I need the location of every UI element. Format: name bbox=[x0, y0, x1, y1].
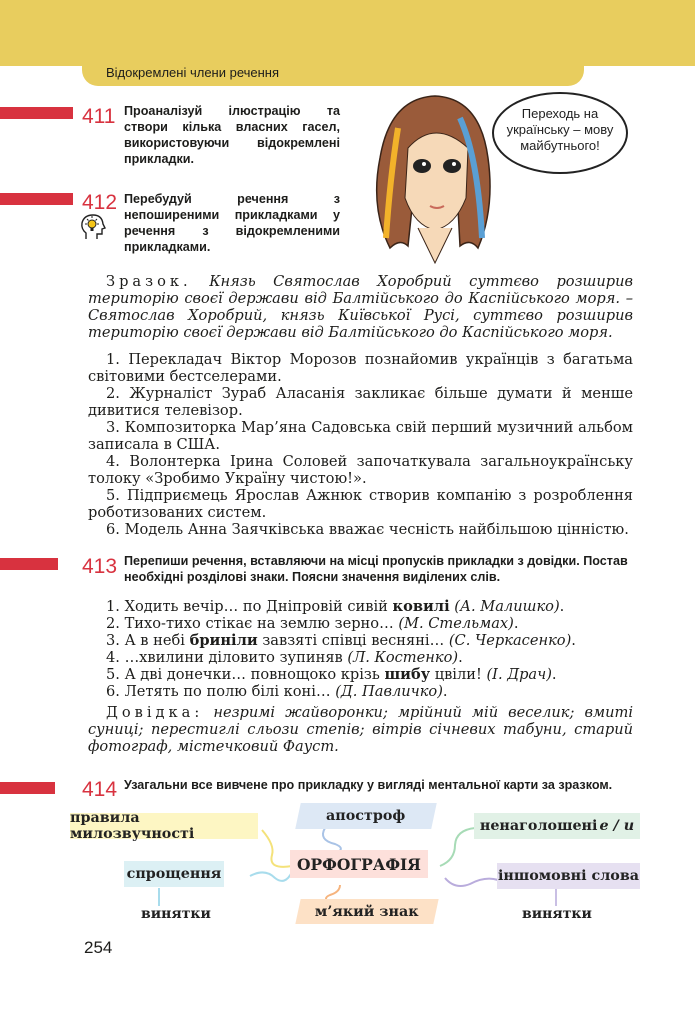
exercise-413-task: Перепиши речення, вставляючи на місці пропусків прикладки з довідки. Постав необхідні розділові знаки. Поясни значення виділених слів. bbox=[124, 554, 628, 584]
mind-map-sub-exceptions-left: винятки bbox=[141, 906, 211, 922]
girl-illustration-icon bbox=[360, 88, 500, 268]
mind-map-node-simplification: спрощення bbox=[124, 861, 224, 887]
sentence-item: 4. …хвилини діловито зупиняв (Л. Костенко). bbox=[106, 649, 463, 666]
sentence-item: 6. Модель Анна Заячківська вважає чесність найбільшою цінністю. bbox=[106, 521, 629, 538]
exercise-412-marker bbox=[0, 193, 73, 205]
lightbulb-head-icon bbox=[80, 213, 106, 241]
exercise-414-task: Узагальни все вивчене про прикладку у вигляді ментальної карти за зразком. bbox=[124, 778, 613, 792]
section-title: Відокремлені члени речення bbox=[106, 65, 280, 80]
exercise-411-marker bbox=[0, 107, 73, 119]
exercise-413-sentences bbox=[88, 598, 608, 700]
reference-text: незримі жайворонки; мрійний мій веселик; вмиті суниці; перестиглі сльози степів; вітрів січневих табуни, старий фотограф, містечковий Фауст. bbox=[88, 704, 634, 755]
exercise-413-marker bbox=[0, 558, 58, 570]
exercise-413-reference bbox=[88, 704, 633, 755]
exercise-412-sample bbox=[88, 273, 633, 341]
exercise-414-number: 414 bbox=[82, 778, 118, 801]
exercise-412-task: Перебудуй речення з непоширеними прикладками у речення з відокремленими прикладками. bbox=[124, 192, 340, 254]
exercise-411-task: Проаналізуй ілюстрацію та створи кілька власних гасел, використовуючи відокремлені прикладки. bbox=[124, 104, 340, 166]
mind-map-node-foreign-words: іншомовні слова bbox=[497, 863, 640, 889]
exercise-414-marker bbox=[0, 782, 55, 794]
sentence-item: 2. Журналіст Зураб Аласанія закликає більше думати й менше дивитися телевізор. bbox=[88, 385, 633, 419]
sentence-item: 5. А дві донечки… повнощоко крізь шибу цвіли! (І. Драч). bbox=[106, 666, 557, 683]
mind-map-node-euphony: правила милозвучності bbox=[70, 813, 258, 839]
header-band bbox=[0, 0, 695, 66]
mind-map-center-orthography: ОРФОГРАФІЯ bbox=[290, 850, 428, 878]
exercise-411-number: 411 bbox=[82, 105, 116, 128]
sample-label: Зразок. bbox=[106, 273, 192, 290]
sentence-item: 5. Підприємець Ярослав Ажнюк створив компанію з розроблення роботизованих систем. bbox=[88, 487, 633, 521]
page-number: 254 bbox=[84, 938, 113, 957]
sentence-item: 3. А в небі бриніли завзяті співці весняні… (С. Черкасенко). bbox=[106, 632, 576, 649]
speech-bubble-text: Переходь на українську – мову майбутнього! bbox=[506, 106, 614, 153]
exercise-413-number: 413 bbox=[82, 555, 118, 578]
sentence-item: 2. Тихо-тихо стікає на землю зерно… (М. Стельмах). bbox=[106, 615, 519, 632]
sample-text: Князь Святослав Хоробрий суттєво розширив територію своєї держави від Балтійського до Каспійського моря. – Святослав Хоробрий, князь Київської Русі, суттєво розширив територію своєї держави від Балтійського до Каспійського моря. bbox=[88, 273, 634, 341]
mind-map-node-soft-sign: м’який знак bbox=[295, 899, 438, 924]
exercise-412-number: 412 bbox=[82, 191, 118, 214]
sentence-item: 6. Летять по полю білі коні… (Д. Павличко). bbox=[106, 683, 448, 700]
mind-map-sub-exceptions-right: винятки bbox=[522, 906, 592, 922]
exercise-412-sentences bbox=[88, 351, 633, 538]
mind-map-node-apostrophe: апостроф bbox=[295, 803, 437, 829]
sentence-item: 1. Перекладач Віктор Морозов познайомив українців з багатьма світовими бестселерами. bbox=[88, 351, 633, 385]
sentence-item: 1. Ходить вечір… по Дніпровій сивій ковилі (А. Малишко). bbox=[106, 598, 565, 615]
mind-map-node-unstressed-vowels: ненаголошені е / и bbox=[474, 813, 640, 839]
sentence-item: 4. Волонтерка Ірина Соловей започаткувала загальноукраїнську толоку «Зробимо Україну чистою!». bbox=[88, 453, 633, 487]
sentence-item: 3. Композиторка Мар’яна Садовська свій перший музичний альбом записала в США. bbox=[88, 419, 633, 453]
reference-label: Довідка: bbox=[106, 704, 204, 721]
